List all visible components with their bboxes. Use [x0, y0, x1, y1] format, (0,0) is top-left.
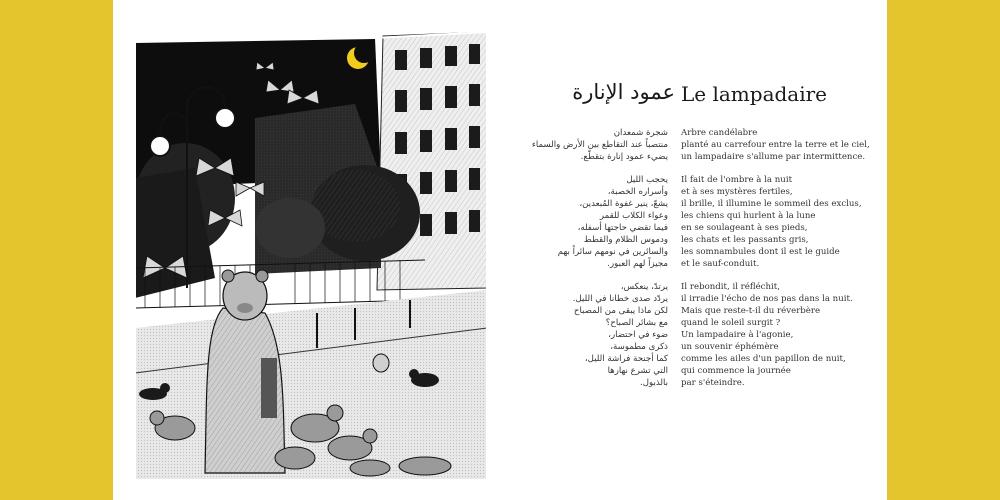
poem-line: بالذبول. — [640, 378, 668, 388]
poem-line: et à ses mystères fertiles, — [681, 187, 793, 197]
poem-line: les somnambules dont il est le guide — [681, 247, 840, 257]
poem-line: qui commence la journée — [681, 366, 791, 376]
poem-line: comme les ailes d'un papillon de nuit, — [681, 354, 846, 364]
stanza — [488, 174, 668, 270]
poem-line: il brille, il illumine le sommeil des exclus, — [681, 199, 862, 209]
poem-line: Il fait de l'ombre à la nuit — [681, 175, 793, 185]
poem-line: en se soulageant à ses pieds, — [681, 223, 808, 233]
stanza — [488, 281, 668, 389]
stanza — [681, 127, 881, 163]
poem-line: والسائرين في نومهم سائراً بهم — [557, 247, 668, 257]
poem-line: منتصباً عند التقاطع بين الأرض والسماء — [531, 140, 668, 150]
poem-line: ودموس الظلام والقطط — [583, 235, 668, 245]
poem-line: يضيء عمود إنارة بتقطّع. — [580, 152, 668, 162]
poem-line: il irradie l'écho de nos pas dans la nuit. — [681, 294, 853, 304]
poem-line: un lampadaire s'allume par intermittence. — [681, 152, 866, 162]
title-arabic: عمود الإنارة — [572, 80, 675, 104]
poem-line: et le sauf-conduit. — [681, 259, 760, 269]
poem-line: ذكرى مطموسة، — [610, 342, 668, 352]
title-french: Le lampadaire — [681, 82, 828, 106]
poem-line: par s'éteindre. — [681, 378, 745, 388]
poem-line: planté au carrefour entre la terre et le ciel, — [681, 140, 870, 150]
poem-line: وأسراره الخصبة، — [607, 187, 668, 197]
poem-line: يردّد صدى خطانا في الليل. — [572, 294, 668, 304]
poem-line: Arbre candélabre — [681, 128, 758, 138]
stanza — [681, 281, 881, 389]
poem-line: مجيزاً لهم العبور. — [607, 259, 668, 269]
poem-line: les chiens qui hurlent à la lune — [681, 211, 816, 221]
poem-line: Mais que reste-t-il du réverbère — [681, 306, 821, 316]
poem-line: لكن ماذا يبقى من المصباح — [573, 306, 668, 316]
bear-figure-icon — [205, 270, 285, 473]
poem-line: يرتدّ، ينعكس، — [620, 282, 668, 292]
poem-line: Un lampadaire à l'agonie, — [681, 330, 794, 340]
poem-line: يحجب الليل — [626, 175, 668, 185]
poem-line: وعواء الكلاب للقمر — [599, 211, 668, 221]
poem-line: les chats et les passants gris, — [681, 235, 809, 245]
poem-line: شجرة شمعدان — [613, 128, 668, 138]
poem-line: فيما تقضي حاجتها أسفله، — [577, 223, 668, 233]
poem-line: يشعّ، ينير غفوة المُبعدين، — [579, 199, 668, 209]
poem-line: ضوء في احتضار، — [608, 330, 668, 340]
poem-arabic — [488, 127, 668, 400]
poem-french — [681, 127, 881, 400]
poem-line: مع بشائر الصباح؟ — [605, 318, 668, 328]
stanza — [681, 174, 881, 270]
night-street-illustration — [125, 28, 491, 480]
poem-line: التي تشرع نهارها — [607, 366, 668, 376]
poem-line: Il rebondit, il réfléchit, — [681, 282, 780, 292]
book-spread — [113, 0, 887, 500]
poem-line: كما أجنحة فراشة الليل، — [584, 354, 668, 364]
poem-line: quand le soleil surgit ? — [681, 318, 781, 328]
poem-line: un souvenir éphémère — [681, 342, 779, 352]
stanza — [488, 127, 668, 163]
